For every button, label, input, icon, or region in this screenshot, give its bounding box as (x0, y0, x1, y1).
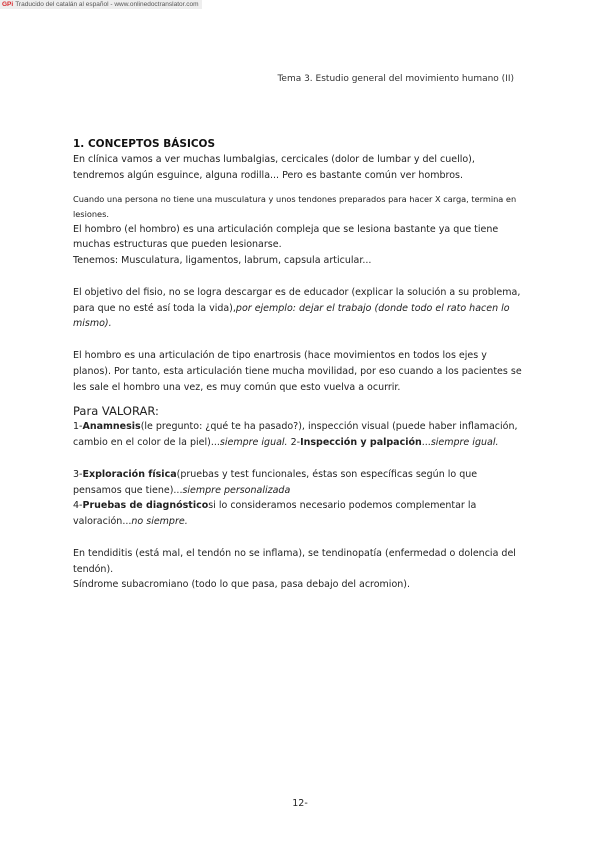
translator-banner (0, 0, 202, 9)
valorar-item-1-2: 1-Anamnesis(le pregunto: ¿qué te ha pasado?), inspección visual (puede haber inflamación, cambio en el color de la piel)...siempre igual. 2-Inspección y palpación...siempre igual. (73, 421, 518, 449)
paragraph-structures: Tenemos: Musculatura, ligamentos, labrum, capsula articular... (73, 255, 372, 267)
running-header: Tema 3. Estudio general del movimiento humano (II) (277, 74, 514, 84)
paragraph-objective: El objetivo del fisio, no se logra descargar es de educador (explicar la solución a su problema, para que no esté así toda la vida),por ejemplo: dejar el trabajo (donde todo el rato hacen lo mismo). (73, 286, 521, 330)
paragraph-shoulder: El hombro (el hombro) es una articulación compleja que se lesiona bastante ya que tiene muchas estructuras que pueden lesionarse. (73, 223, 499, 251)
paragraph-tendinitis: En tendiditis (está mal, el tendón no se inflama), se tendinopatía (enfermedad o dolencia del tendón). (73, 547, 516, 575)
valorar-title: Para VALORAR: (73, 404, 159, 419)
paragraph-enartrosis: El hombro es una articulación de tipo enartrosis (hace movimientos en todos los ejes y planos). Por tanto, esta articulación tiene mucha movilidad, por eso cuando a los pacientes se les sale el hombro una vez, es muy común que esto vuelva a ocurrir. (73, 349, 522, 393)
valorar-item-3: 3-Exploración física(pruebas y test funcionales, éstas son específicas según lo que pensamos que tiene)...siempre personalizada (73, 468, 478, 496)
paragraph-subacromial: Síndrome subacromiano (todo lo que pasa, pasa debajo del acromion). (73, 579, 411, 591)
paragraph-intro: En clínica vamos a ver muchas lumbalgias, cercicales (dolor de lumbar y del cuello), tendremos algún esguince, alguna rodilla... Pero es bastante común ver hombros. (73, 154, 475, 181)
translator-banner-text: Traducido del catalán al español - www.onlinedoctranslator.com (15, 1, 199, 8)
paragraph-small: Cuando una persona no tiene una musculatura y unos tendones preparados para hacer X carga, termina en lesiones. (73, 193, 517, 219)
page-body (73, 137, 523, 593)
translator-logo: GPi (2, 1, 14, 8)
page-number: 12- (292, 798, 308, 809)
section-heading: 1. CONCEPTOS BÁSICOS (73, 138, 216, 150)
objective-example: por ejemplo: dejar el trabajo (donde todo el rato hacen lo mismo). (73, 302, 510, 330)
valorar-item-4: 4-Pruebas de diagnósticosi lo consideramos necesario podemos complementar la valoración...no siempre. (73, 500, 477, 528)
